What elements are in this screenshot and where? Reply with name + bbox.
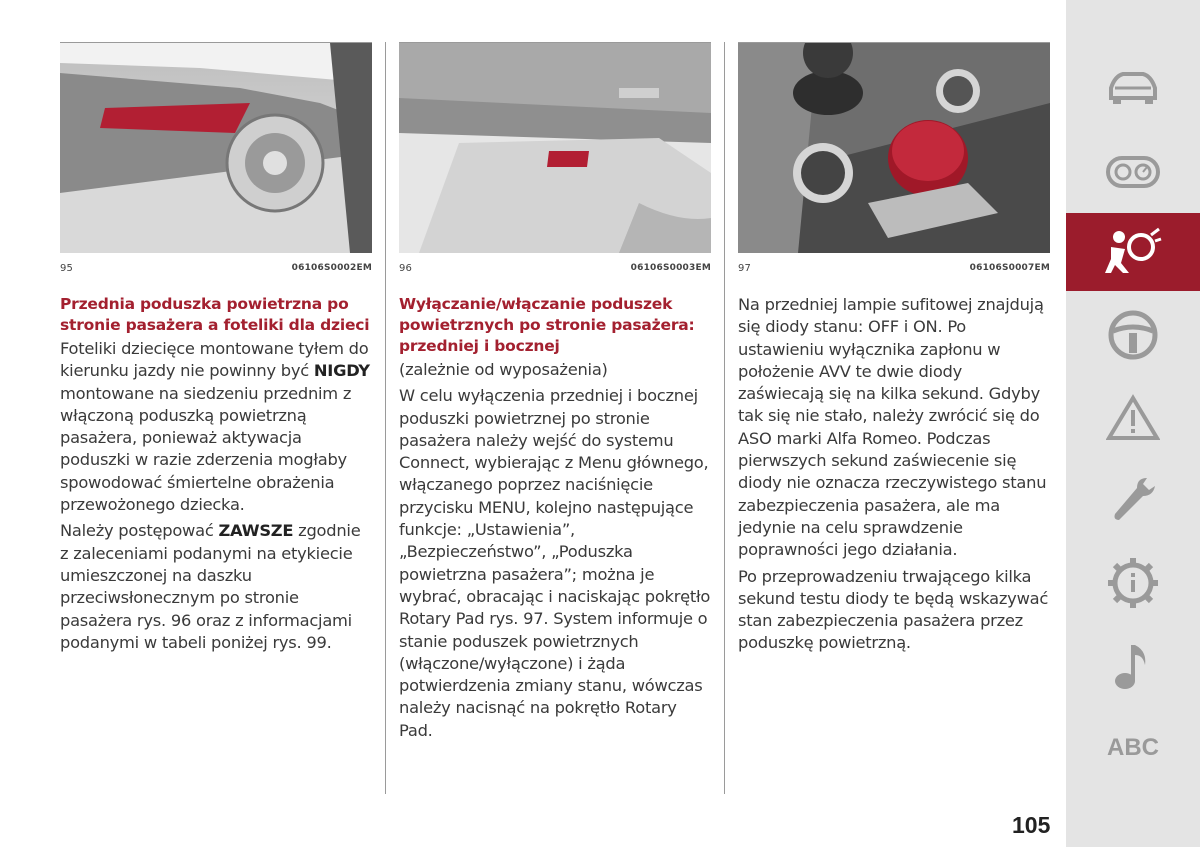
steering-wheel-icon[interactable] [1066, 305, 1200, 365]
figure-number: 97 [738, 263, 752, 274]
paragraph: Na przedniej lampie sufitowej znajdują się diody stanu: OFF i ON. Po ustawieniu wyłącznika zapłonu w położenie AVV te dwie diody zaświecają się na kilka sekund. Gdyby tak się nie stało, należy zwrócić się do ASO marki Alfa Romeo. Podczas pierwszych sekund zaświecenie się diody nie oznacza rzeczywistego stanu zabezpieczenia pasażera, ale ma jedynie na celu sprawdzenie poprawności jego działania. [738, 295, 1047, 560]
section-heading: Wyłączanie/włączanie poduszek powietrznych po stronie pasażera: przedniej i bocznej [399, 295, 695, 355]
abc-index-link[interactable] [1066, 728, 1200, 768]
paragraph: Foteliki dziecięce montowane tyłem do kierunku jazdy nie powinny być NIGDY montowane na siedzeniu przednim z włączoną poduszką powietrzną pasażera, ponieważ aktywacja poduszki w razie zderzenia mogłaby spowodować śmiertelne obrażenia przewożonego dziecka. [60, 339, 370, 515]
figure-95-image [60, 43, 372, 253]
abc-label: ABC [1107, 734, 1159, 761]
section-heading: Przednia poduszka powietrzna po stronie pasażera a foteliki dla dzieci [60, 295, 370, 334]
figure-96-image [399, 43, 711, 253]
info-gear-icon[interactable] [1066, 553, 1200, 613]
figure-caption [738, 263, 1050, 274]
paragraph: W celu wyłączenia przedniej i bocznej poduszki powietrznej po stronie pasażera należy wejść do systemu Connect, wybierając z Menu głównego, włączanego poprzez naciśnięcie przycisku MENU, kolejno następujące funkcje: „Ustawienia”, „Bezpieczeństwo”, „Poduszka powietrzna pasażera”; można je wybrać, obracając i naciskając pokrętło Rotary Pad rys. 97. System informuje o stanie poduszek powietrznych (włączone/wyłączone) i żąda potwierdzenia zmiany stanu, wówczas należy nacisnąć na pokrętło Rotary Pad. [399, 386, 711, 740]
page-number: 105 [1012, 812, 1051, 838]
figure-caption [399, 263, 711, 274]
paragraph: Po przeprowadzeniu trwającego kilka sekund testu diody te będą wskazywać stan zabezpieczenia pasażera przez poduszkę powietrzną. [738, 566, 1049, 653]
dashboard-icon[interactable] [1066, 142, 1200, 202]
wrench-icon[interactable] [1066, 470, 1200, 530]
figure-97-image [738, 43, 1050, 253]
column-divider [385, 42, 386, 794]
chapter-sidebar [1066, 0, 1200, 847]
column-divider [724, 42, 725, 794]
car-icon[interactable] [1066, 58, 1200, 118]
music-note-icon[interactable] [1066, 636, 1200, 696]
column-3 [738, 42, 1050, 655]
figure-code: 06106S0007EM [969, 263, 1050, 273]
figure-code: 06106S0003EM [630, 263, 711, 273]
column-2 [399, 42, 711, 742]
figure-number: 95 [60, 263, 74, 274]
airbag-icon[interactable] [1066, 213, 1200, 291]
figure-number: 96 [399, 263, 413, 274]
figure-code: 06106S0002EM [291, 263, 372, 273]
warning-triangle-icon[interactable] [1066, 388, 1200, 448]
figure-caption [60, 263, 372, 274]
subnote: (zależnie od wyposażenia) [399, 360, 608, 379]
column-1 [60, 42, 372, 654]
emphasis: NIGDY [313, 361, 370, 381]
paragraph: Należy postępować ZAWSZE zgodnie z zaleceniami podanymi na etykiecie umieszczonej na daszku przeciwsłonecznym po stronie pasażera rys. 96 oraz z informacjami podanymi w tabeli poniżej rys. 99. [60, 521, 361, 652]
emphasis: ZAWSZE [218, 521, 294, 541]
